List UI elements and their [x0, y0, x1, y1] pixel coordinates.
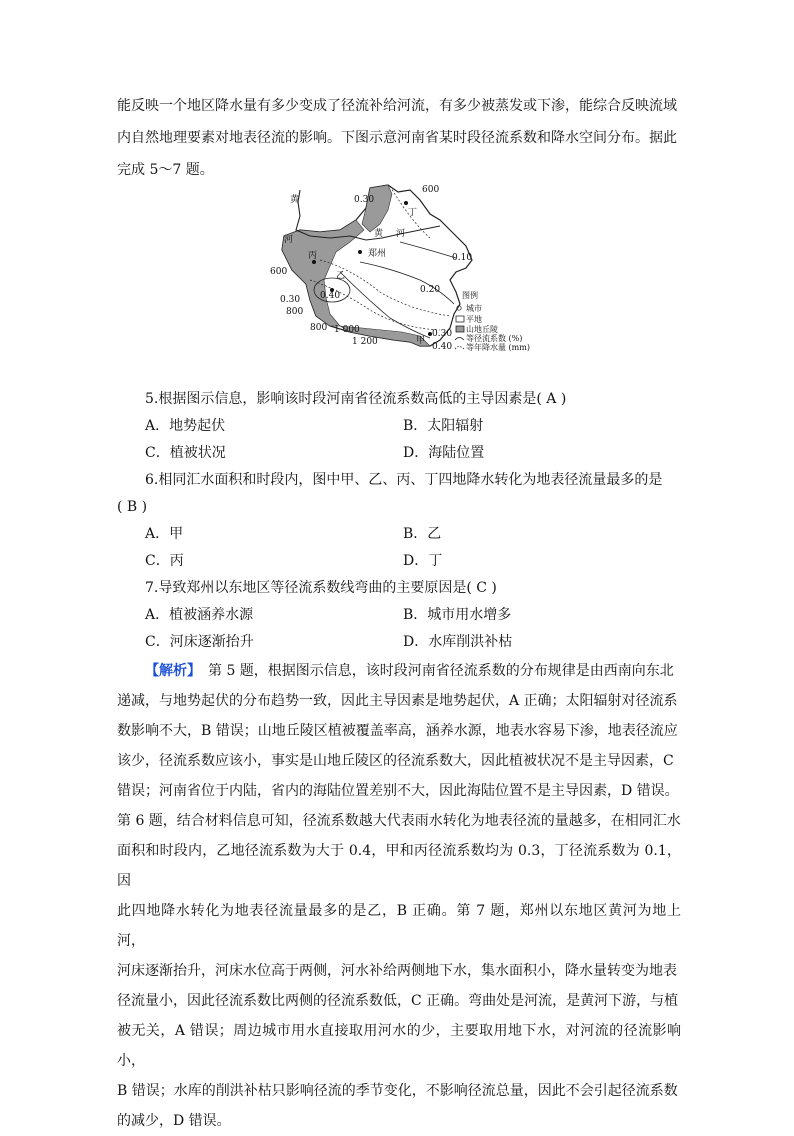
analysis-line: 该少，径流系数应该小，事实是山地丘陵区的径流系数大，因此植被状况不是主导因素，C [117, 753, 674, 769]
isoline-value: 0.30 [280, 295, 301, 305]
city-label-bing: 丙 [308, 251, 318, 261]
analysis-line: 此四地降水转化为地表径流量最多的是乙，B 正确。第 7 题，郑州以东地区黄河为地上河， [117, 903, 681, 949]
city-label-ding: 丁 [408, 208, 418, 218]
legend-city-label: 城市 [466, 304, 482, 313]
analysis-line: 面积和时段内，乙地径流系数为大于 0.4，甲和丙径流系数均为 0.3，丁径流系数为 0.1，因 [117, 843, 681, 889]
isoline-value: 800 [286, 307, 304, 317]
legend-rain-label: 等年降水量 (mm) [466, 343, 530, 352]
isoline-value: 600 [270, 267, 288, 277]
legend-runoff-label: 等径流系数 (%) [466, 334, 523, 343]
analysis-line: B 错误；水库的削洪补枯只影响径流的季节变化，不影响径流总量，因此不会引起径流系数 [117, 1083, 678, 1099]
intro-line: 完成 5～7 题。 [117, 162, 214, 178]
river-label: 河 [284, 235, 294, 245]
analysis-line: 被无关，A 错误；周边城市用水直接取用河水的少，主要取用地下水，对河流的径流影响小， [117, 1023, 681, 1069]
map-legend [455, 290, 530, 352]
analysis-section [117, 656, 681, 1136]
question-5-option-b: B．太阳辐射 [403, 418, 484, 434]
legend-runoff-icon [455, 338, 464, 341]
legend-hill-label: 山地丘陵 [466, 325, 498, 334]
river-label: 河 [396, 229, 406, 239]
isoline-value: 600 [422, 185, 440, 195]
analysis-line: 第 6 题，结合材料信息可知，径流系数越大代表雨水转化为地表径流的量越多，在相同汇水 [117, 813, 681, 829]
isoline-value: 0.40 [432, 342, 453, 352]
intro-line: 能反映一个地区降水量有多少变成了径流补给河流，有多少被蒸发或下渗，能综合反映流域 [117, 98, 677, 114]
river-label: 黄 [290, 195, 300, 205]
analysis-tag: 【解析】 [145, 663, 194, 679]
legend-hill-icon [456, 326, 464, 332]
question-7-option-c: C．河床逐渐抬升 [145, 634, 254, 650]
analysis-line: 河床逐渐抬升，河床水位高于两侧，河水补给两侧地下水，集水面积小，降水量转变为地表 [117, 963, 677, 979]
isoline-value: 0.10 [452, 253, 473, 263]
question-7-option-a: A．植被涵养水源 [145, 607, 254, 623]
analysis-line: 数影响不大，B 错误；山地丘陵区植被覆盖率高，涵养水源，地表水容易下渗，地表径流应 [117, 723, 678, 739]
isoline-value: 0.20 [420, 285, 441, 295]
city-ding-marker [404, 201, 408, 205]
river-label: 黄 [374, 229, 384, 239]
city-zhengzhou-marker [358, 250, 362, 254]
city-label-jia: 甲 [416, 336, 426, 346]
question-6-option-b: B．乙 [403, 526, 442, 542]
isoline-value: 0.30 [354, 195, 375, 205]
question-7-option-b: B．城市用水增多 [403, 607, 512, 623]
analysis-line [117, 656, 681, 686]
legend-rain-icon [455, 347, 464, 350]
question-6-option-c: C．丙 [145, 553, 184, 569]
analysis-line: 径流量小，因此径流系数比两侧的径流系数低，C 正确。弯曲处是河流，是黄河下游，与植 [117, 993, 679, 1009]
isoline-value: 800 [310, 323, 328, 333]
legend-plain-icon [456, 316, 464, 322]
isoline-value: 1 000 [334, 325, 360, 335]
question-7-stem: 7.导致郑州以东地区等径流系数线弯曲的主要原因是( C ) [145, 580, 497, 596]
intro-paragraph [117, 90, 681, 186]
analysis-line: 的减少，D 错误。 [117, 1113, 231, 1129]
analysis-line: 错误；河南省位于内陆，省内的海陆位置差别不大，因此海陆位置不是主导因素，D 错误。 [117, 783, 679, 799]
intro-line: 内自然地理要素对地表径流的影响。下图示意河南省某时段径流系数和降水空间分布。据此 [117, 130, 677, 146]
city-label-zhengzhou: 郑州 [368, 249, 387, 259]
question-5-stem: 5.根据图示信息，影响该时段河南省径流系数高低的主导因素是( A ) [145, 391, 567, 407]
analysis-line: 递减，与地势起伏的分布趋势一致，因此主导因素是地势起伏，A 正确；太阳辐射对径流系 [117, 693, 678, 709]
question-6-option-a: A．甲 [145, 526, 184, 542]
henan-runoff-map [270, 180, 530, 352]
isoline-value: 0.30 [432, 329, 453, 339]
question-6-answer: ( B ) [117, 499, 148, 515]
question-6-stem: 6.相同汇水面积和时段内，图中甲、乙、丙、丁四地降水转化为地表径流量最多的是 [145, 472, 663, 488]
isoline-value: 0.40 [320, 291, 341, 301]
question-6-option-d: D．丁 [403, 553, 443, 569]
analysis-text: 第 5 题，根据图示信息，该时段河南省径流系数的分布规律是由西南向东北 [194, 663, 674, 679]
question-7-option-d: D．水库削洪补枯 [403, 634, 513, 650]
question-5-option-a: A．地势起伏 [145, 418, 226, 434]
question-5-option-d: D．海陆位置 [403, 445, 485, 461]
city-label-yi: 乙 [336, 271, 346, 281]
question-5-option-c: C．植被状况 [145, 445, 226, 461]
legend-plain-label: 平地 [466, 315, 482, 324]
legend-title: 图例 [462, 291, 478, 300]
isoline-value: 1 200 [352, 337, 378, 347]
